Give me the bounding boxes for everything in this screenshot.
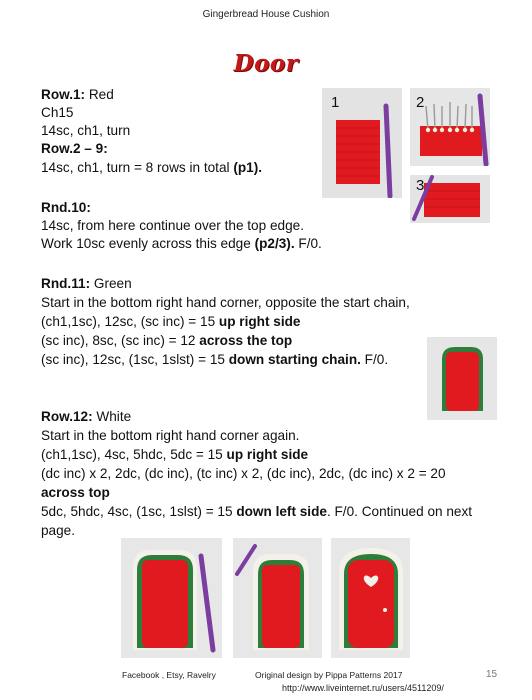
text-line: page. bbox=[41, 523, 76, 538]
text-line bbox=[41, 351, 388, 369]
text-line bbox=[41, 313, 300, 331]
photo-label-2: 2 bbox=[416, 94, 425, 111]
text-line bbox=[41, 86, 114, 104]
text-span: . F/0. Continued on next bbox=[326, 504, 473, 519]
text-line bbox=[41, 235, 322, 253]
text-line bbox=[41, 159, 262, 177]
text-line bbox=[41, 275, 132, 293]
source-url: http://www.liveinternet.ru/users/4511209/ bbox=[282, 683, 444, 693]
photo-bottom-3 bbox=[331, 538, 410, 658]
text-span: Work 10sc evenly across this edge bbox=[41, 236, 255, 251]
text-bold: up right side bbox=[218, 314, 301, 329]
text-line: Start in the bottom right hand corner, opposite the start chain, bbox=[41, 295, 410, 310]
photo-bottom-2-image bbox=[233, 538, 322, 658]
row-label: Row.12: bbox=[41, 409, 93, 424]
section-title: Door bbox=[233, 50, 299, 77]
row-label: Row.2 – 9: bbox=[41, 141, 108, 156]
row-label: Row.1: bbox=[41, 87, 86, 102]
text-bold: down starting chain. bbox=[228, 352, 361, 367]
text-line bbox=[41, 446, 308, 464]
text-span: White bbox=[92, 409, 132, 424]
round-label: Rnd.10: bbox=[41, 200, 91, 215]
photo-bottom-2 bbox=[233, 538, 322, 658]
document-header: Gingerbread House Cushion bbox=[202, 9, 330, 20]
photo-label-1: 1 bbox=[331, 94, 340, 111]
text-bold: (p1). bbox=[233, 160, 263, 175]
text-span: (sc inc), 12sc, (1sc, 1slst) = 15 bbox=[41, 352, 229, 367]
photo-bottom-1-image bbox=[121, 538, 222, 658]
text-span: (ch1,1sc), 4sc, 5hdc, 5dc = 15 bbox=[41, 447, 227, 462]
photo-green-border-image bbox=[427, 337, 497, 420]
text-bold: (p2/3). bbox=[254, 236, 295, 251]
text-span: (sc inc), 8sc, (sc inc) = 12 bbox=[41, 333, 200, 348]
text-bold: across the top bbox=[199, 333, 293, 348]
text-line: 14sc, from here continue over the top edge. bbox=[41, 218, 304, 233]
text-span: 14sc, ch1, turn = 8 rows in total bbox=[41, 160, 234, 175]
text-line: Ch15 bbox=[41, 105, 74, 120]
photo-bottom-3-image bbox=[331, 538, 410, 658]
text-span: Red bbox=[85, 87, 114, 102]
text-span: 5dc, 5hdc, 4sc, (1sc, 1slst) = 15 bbox=[41, 504, 237, 519]
text-bold: across top bbox=[41, 485, 110, 500]
text-span: F/0. bbox=[360, 352, 389, 367]
photo-label-3: 3 bbox=[416, 177, 425, 194]
photo-bottom-1 bbox=[121, 538, 222, 658]
text-line: Start in the bottom right hand corner again. bbox=[41, 428, 300, 443]
footer-credit: Original design by Pippa Patterns 2017 bbox=[255, 670, 403, 680]
text-bold: up right side bbox=[226, 447, 309, 462]
text-line bbox=[41, 408, 131, 426]
text-line bbox=[41, 503, 472, 521]
footer-social-links: Facebook , Etsy, Ravelry bbox=[122, 670, 216, 680]
text-bold: down left side bbox=[236, 504, 327, 519]
text-span: F/0. bbox=[294, 236, 322, 251]
text-line: 14sc, ch1, turn bbox=[41, 123, 131, 138]
photo-green-border bbox=[427, 337, 497, 420]
text-span: (ch1,1sc), 12sc, (sc inc) = 15 bbox=[41, 314, 219, 329]
text-span: Green bbox=[90, 276, 132, 291]
page-number: 15 bbox=[486, 669, 498, 680]
round-label: Rnd.11: bbox=[41, 276, 91, 291]
text-line bbox=[41, 332, 292, 350]
text-line: (dc inc) x 2, 2dc, (dc inc), (tc inc) x 2, (dc inc), 2dc, (dc inc) x 2 = 20 bbox=[41, 466, 446, 481]
